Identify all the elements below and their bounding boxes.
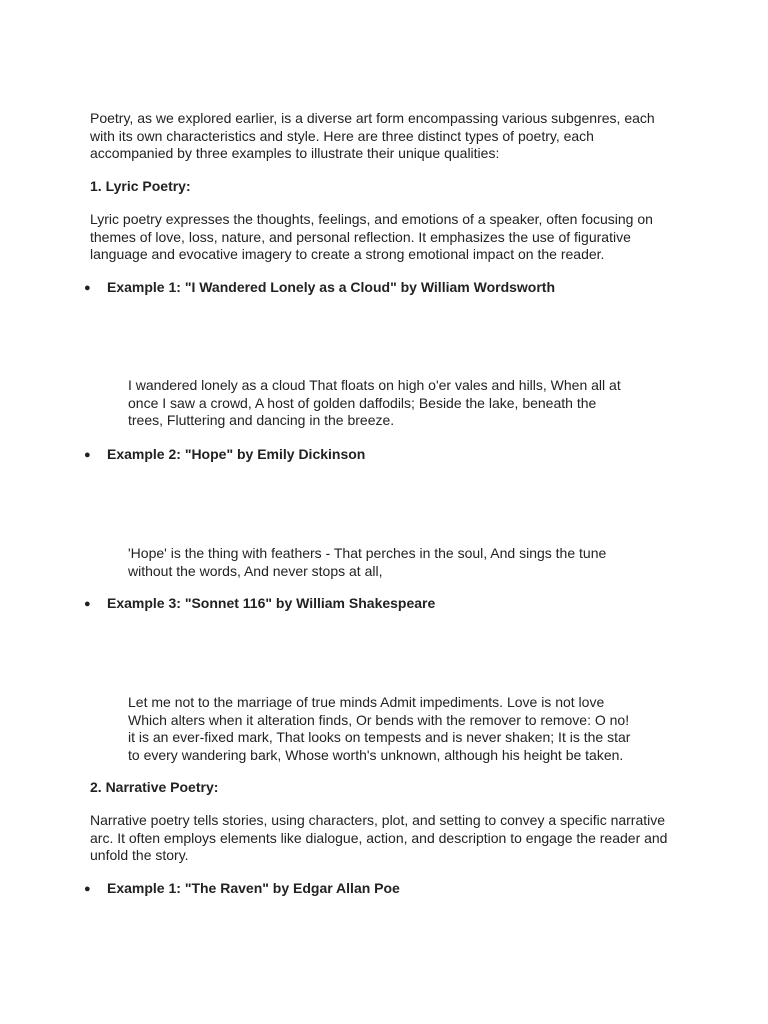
poem-excerpt: I wandered lonely as a cloud That floats on high o'er vales and hills, When all at once I saw a crowd, A host of golden daffodils; Beside the lake, beneath the trees, Fluttering and dancing in the breeze. [128,377,621,428]
bullet-icon: ● [84,449,91,461]
narrative-description: Narrative poetry tells stories, using characters, plot, and setting to convey a specific narrative arc. It often employs elements like dialogue, action, and description to engage the reader and unfold the story. [90,812,668,863]
bullet-icon: ● [84,883,91,895]
example-title: Example 3: "Sonnet 116" by William Shakespeare [107,595,436,611]
poem-excerpt: 'Hope' is the thing with feathers - That perches in the soul, And sings the tune without the words, And never stops at all, [128,545,607,579]
list-item [84,595,435,614]
poem-excerpt: Let me not to the marriage of true minds Admit impediments. Love is not love Which alters when it alteration finds, Or bends with the remover to remove: O no! it is an ever-fixed mark, That looks on tempests and is never shaken; It is the star to every wandering bark, Whose worth's unknown, although his height be taken. [128,694,631,763]
list-item [84,279,555,298]
bullet-icon: ● [84,282,91,294]
example-title: Example 1: "I Wandered Lonely as a Cloud" by William Wordsworth [107,279,556,295]
list-item [84,446,365,465]
example-title: Example 1: "The Raven" by Edgar Allan Poe [107,880,400,896]
section-heading-narrative: 2. Narrative Poetry: [90,779,219,795]
intro-paragraph: Poetry, as we explored earlier, is a diverse art form encompassing various subgenres, each with its own characteristics and style. Here are three distinct types of poetry, each accompanied by three examples to illustrate their unique qualities: [90,110,655,161]
list-item [84,880,400,899]
lyric-description: Lyric poetry expresses the thoughts, feelings, and emotions of a speaker, often focusing on themes of love, loss, nature, and personal reflection. It emphasizes the use of figurative language and evocative imagery to create a strong emotional impact on the reader. [90,211,653,262]
example-title: Example 2: "Hope" by Emily Dickinson [107,446,366,462]
section-heading-lyric: 1. Lyric Poetry: [90,178,191,194]
bullet-icon: ● [84,598,91,610]
